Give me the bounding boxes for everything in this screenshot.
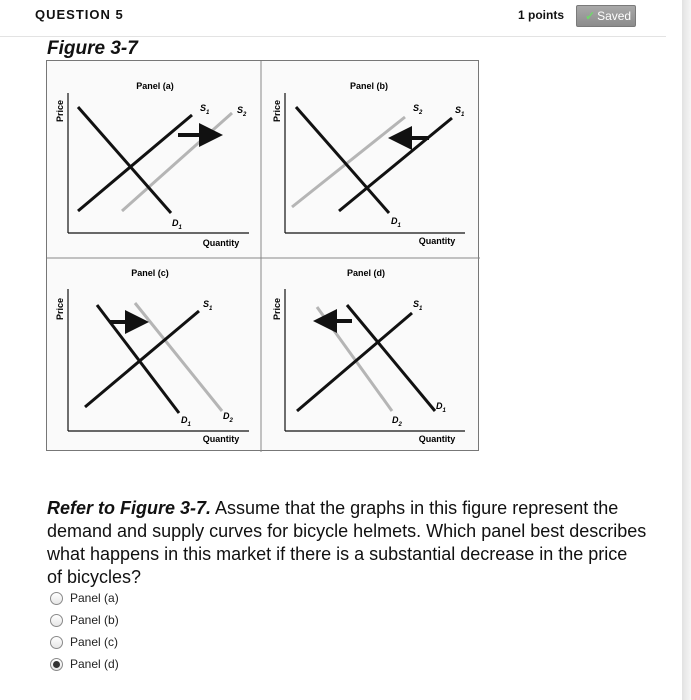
panel-a-s1-label: $S_1$	[200, 103, 210, 116]
answer-option-label[interactable]: Panel (d)	[70, 657, 119, 671]
panel-a-s2-label: $S_2$	[237, 105, 247, 118]
saved-status-badge	[576, 5, 636, 27]
question-prompt	[47, 497, 647, 589]
panel-a	[55, 81, 249, 248]
window-scrollbar[interactable]	[682, 0, 691, 700]
radio-panel-b[interactable]	[50, 614, 63, 627]
question-header	[0, 0, 666, 37]
saved-status-label: Saved	[597, 9, 632, 23]
answer-option-label[interactable]: Panel (c)	[70, 635, 119, 649]
panel-d-s1-label: $S_1$	[413, 299, 423, 312]
panel-c-s1-label: $S_1$	[203, 299, 213, 312]
panel-d-d1-label: $D_1$	[436, 401, 446, 414]
question-prompt-bold: Refer to Figure 3-7.	[47, 498, 212, 518]
panel-b-title: Panel (b)	[349, 81, 389, 91]
panel-b-s2-curve	[292, 117, 405, 207]
panel-a-title: Panel (a)	[136, 81, 174, 91]
figure-svg	[47, 61, 480, 452]
panel-c-d2-curve	[135, 303, 222, 411]
question-number: QUESTION 5	[35, 7, 124, 22]
panel-d-title: Panel (d)	[346, 268, 386, 278]
figure-title: Figure 3-7	[47, 38, 138, 59]
panel-a-d1-label: $D_1$	[172, 218, 182, 231]
panel-b-xlabel: Quantity	[418, 236, 456, 246]
panel-d-ylabel: Price	[272, 297, 282, 321]
panel-a-xlabel: Quantity	[202, 238, 240, 248]
panel-b-ylabel: Price	[272, 99, 282, 123]
panel-b-d1-curve	[296, 107, 389, 213]
radio-panel-d[interactable]	[50, 658, 63, 671]
panel-b-s2-label: $S_2$	[413, 103, 423, 116]
points-value: 1 points	[518, 8, 565, 22]
check-icon: ✓	[585, 9, 596, 23]
panel-a-d1-curve	[78, 107, 171, 213]
figure-3-7	[46, 60, 479, 451]
question-prompt-text: Assume that the graphs in this figure represent the demand and supply curves for bicycle helmets. Which panel best describes what happens in this market if there is a substantial decrease in the price of bicycles?	[47, 498, 647, 587]
panel-b-s1-label: $S_1$	[455, 105, 465, 118]
panel-c-xlabel: Quantity	[202, 434, 240, 444]
panel-c-d2-label: $D_2$	[223, 411, 233, 424]
panel-b-d1-label: $D_1$	[391, 216, 401, 229]
radio-panel-c[interactable]	[50, 636, 63, 649]
answer-option-label[interactable]: Panel (b)	[70, 613, 119, 627]
panel-c-d1-label: $D_1$	[181, 415, 191, 428]
panel-c	[55, 268, 249, 444]
radio-panel-a[interactable]	[50, 592, 63, 605]
panel-a-ylabel: Price	[55, 99, 65, 123]
answer-option-label[interactable]: Panel (a)	[70, 591, 119, 605]
panel-d-d2-label: $D_2$	[392, 415, 402, 428]
panel-d-xlabel: Quantity	[418, 434, 456, 444]
panel-d	[272, 268, 465, 444]
panel-b-s1-curve	[339, 118, 452, 211]
panel-c-ylabel: Price	[55, 297, 65, 321]
panel-c-title: Panel (c)	[131, 268, 169, 278]
panel-b	[272, 81, 465, 246]
